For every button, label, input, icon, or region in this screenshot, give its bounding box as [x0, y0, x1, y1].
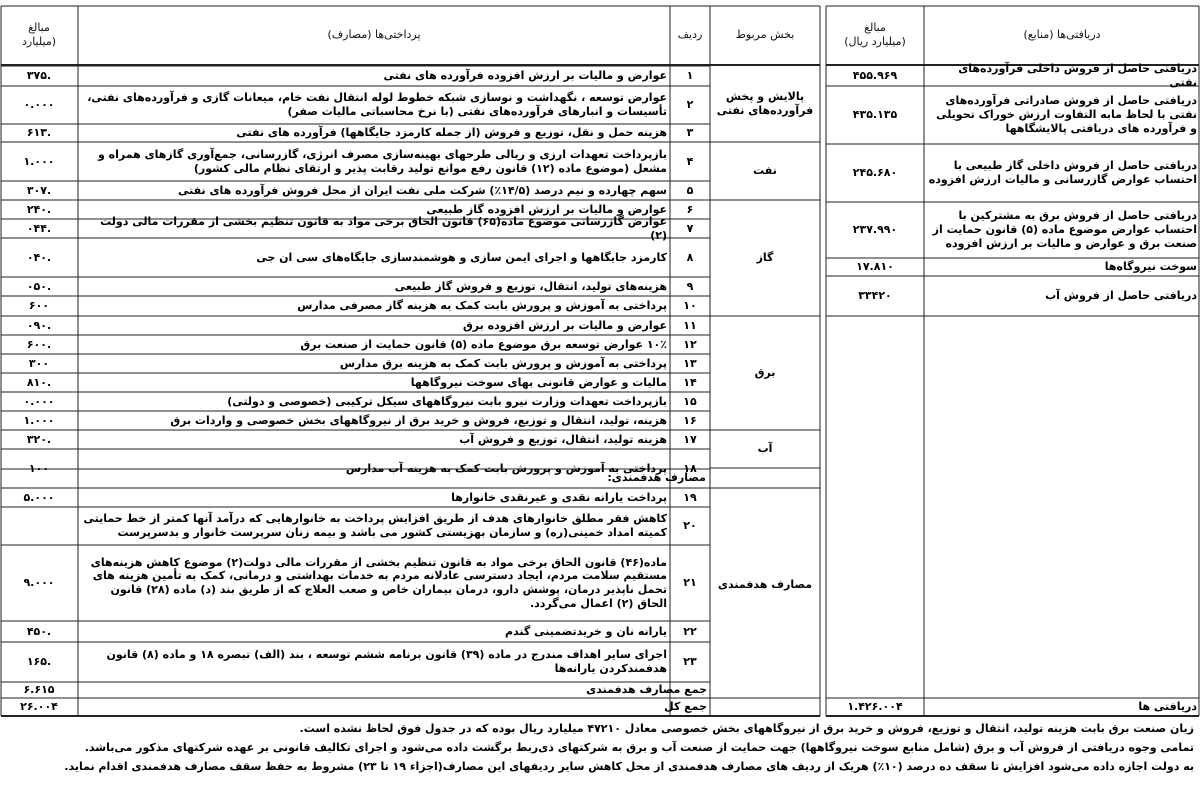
row-amount: ۸۱۰. — [26, 375, 52, 389]
row-amount: ۹.۰۰۰ — [23, 576, 55, 590]
row-amount: ۱۰۰ — [28, 461, 50, 475]
header-sources-amount: مبالغ (میلیارد ریال) — [844, 21, 906, 48]
row-number: ۱۰ — [683, 299, 697, 313]
row-description: عوارض و مالیات بر ارزش افزوده فرآورده های نفتی — [383, 69, 667, 83]
receipt-amount-4: ۲۳۷.۹۹۰ — [852, 223, 898, 237]
receipt-amount-5: ۱۷.۸۱۰ — [856, 260, 894, 274]
row-description: عوارض گازرسانی موضوع ماده(۶۵) قانون الحاق برخی مواد به قانون تنظیم بخشی از مقررات مالی دولت (۲) — [100, 214, 667, 242]
row-amount: ۰.۰۰۰ — [23, 98, 55, 112]
row-amount — [1, 507, 77, 545]
row-description: هزینه‌های تولید، انتقال، توزیع و فروش گاز طبیعی — [394, 279, 667, 293]
row-number: ۲ — [686, 98, 694, 112]
row-description: بازپرداخت تعهدات ارزی و ریالی طرحهای بهینه‌سازی مصرف انرژی، گازرسانی، جمع‌آوری گازهای همراه و مشعل (موضوع ماده (۱۲) قانون رفع موانع تولید رقابت پذیر و ارتقای نظام مالی کشور) — [97, 147, 667, 175]
row-amount: ۳۲۰. — [26, 432, 52, 446]
row-amount: ۰۵۰. — [26, 279, 52, 293]
header-section: بخش مربوط — [735, 28, 795, 42]
row-number: ۱۳ — [683, 356, 697, 370]
row-description: کاهش فقر مطلق خانوارهای هدف از طریق افزایش پرداخت به خانوارهایی که درآمد آنها کمتر از خط حمایتی کمیته امداد خمینی(ره) و سازمان بهزیستی کشور می باشد و بیمه زنان سرپرست خانوار و بدسرپرست — [83, 512, 667, 539]
row-description: ۱۰٪ عوارض توسعه برق موضوع ماده (۵) قانون حمایت از صنعت برق — [300, 337, 667, 351]
row-number: ۲۰ — [683, 519, 697, 533]
receipts-total-value: ۱.۴۲۶.۰۰۴ — [847, 700, 903, 714]
footnote-2: تمامی وجوه دریافتی از فروش آب و برق (شامل منابع سوخت نیروگاهها) جهت حمایت از صنعت آب و برق به شرکتهای ذی‌ربط برگشت داده می‌شود و اجرای تکالیف قانونی بر عهده شرکتهای مذکور می‌باشد. — [84, 741, 1194, 754]
row-amount: ۴۵۰. — [26, 624, 52, 638]
header-uses-amount: مبالغ (میلیارد — [21, 21, 57, 48]
section-refining: پالایش و پخش فرآورده‌های نفتی — [716, 90, 814, 117]
row-number: ۹ — [686, 279, 694, 293]
row-amount: ۳۰۰ — [28, 356, 50, 370]
row-description: پرداختی به آموزش و پرورش بابت کمک به هزینه آب مدارس — [345, 461, 667, 475]
row-amount: ۳۷۵. — [26, 69, 52, 83]
receipt-desc-3: دریافتی حاصل از فروش داخلی گاز طبیعی با احتساب عوارض گازرسانی و مالیات ارزش افزوده — [928, 159, 1197, 186]
targeted-total-value: ۶.۶۱۵ — [23, 683, 55, 697]
section-power: برق — [754, 366, 776, 380]
row-description: پرداختی به آموزش و پرورش بابت کمک به هزینه گاز مصرفی مدارس — [297, 299, 667, 313]
row-description: عوارض توسعه ، نگهداشت و نوسازی شبکه خطوط لوله انتقال نفت خام، میعانات گازی و فرآورده‌های نفتی، تأسیسات و انبارهای فرآورده‌های نفتی (با نرخ محاسباتی مالیات صفر) — [87, 91, 667, 118]
row-number: ۲۱ — [683, 576, 697, 590]
row-description: مالیات و عوارض قانونی بهای سوخت نیروگاهها — [410, 375, 667, 389]
receipt-desc-5: سوخت نیروگاه‌ها — [1104, 260, 1197, 274]
receipt-amount-3: ۲۴۵.۶۸۰ — [852, 166, 898, 180]
row-number: ۱۶ — [683, 413, 697, 427]
row-number: ۱۴ — [683, 375, 697, 389]
row-number: ۳ — [686, 126, 694, 140]
row-number: ۱۲ — [683, 337, 697, 351]
row-description: بازپرداخت تعهدات وزارت نیرو بابت نیروگاههای سیکل ترکیبی (خصوصی و دولتی) — [227, 394, 667, 408]
row-number: ۷ — [686, 221, 694, 235]
row-description: کارمزد جایگاهها و اجرای ایمن سازی و هوشمندسازی جایگاه‌های سی ان جی — [256, 250, 667, 264]
targeted-costs-label: مصارف هدفمندی: — [607, 471, 706, 485]
row-number: ۴ — [686, 154, 694, 168]
receipts-total-label: دریافتی ها — [1138, 700, 1197, 714]
footnote-1: زیان صنعت برق بابت هزینه تولید، انتقال و توزیع، فروش و خرید برق از نیروگاههای بخش خصوصی معادل ۴۷۲۱۰ میلیارد ریال بوده که در جدول فوق لحاظ نشده است. — [299, 722, 1194, 735]
row-description: هزینه، تولید، انتقال و توزیع، فروش و خرید برق از نیروگاههای بخش خصوصی و واردات برق — [170, 413, 667, 427]
row-description: عوارض و مالیات بر ارزش افزوده برق — [462, 318, 667, 332]
receipt-amount-1: ۴۵۵.۹۶۹ — [852, 69, 898, 83]
row-description: هزینه حمل و نقل، توزیع و فروش (از جمله کارمزد جایگاهها) فرآورده های نفتی — [236, 126, 667, 140]
row-amount: ۱.۰۰۰ — [23, 413, 55, 427]
grand-total-value: ۲۶.۰۰۴ — [20, 700, 58, 714]
row-description: پرداختی به آموزش و پرورش بابت کمک به هزینه برق مدارس — [339, 356, 667, 370]
row-description: اجرای سایر اهداف مندرج در ماده (۳۹) قانون برنامه ششم توسعه ، بند (الف) تبصره ۱۸ و ماده (۸) قانون هدفمندکردن یارانه‌ها — [106, 648, 667, 675]
receipt-desc-2: دریافتی حاصل از فروش صادراتی فرآورده‌های نفتی با لحاظ مابه التفاوت ارزش خوراک تحویلی و فرآورده های دریافتی پالایشگاهها — [936, 94, 1197, 135]
row-number: ۲۳ — [683, 655, 697, 669]
row-number: ۱۵ — [683, 394, 697, 408]
section-gas: گاز — [756, 251, 774, 265]
row-number: ۱۷ — [683, 432, 697, 446]
row-amount: ۰.۰۰۰ — [23, 394, 55, 408]
row-amount: ۰۴۰. — [26, 250, 52, 264]
footnote-3: به دولت اجازه داده می‌شود افزایش تا سقف ده درصد (۱۰٪) هریک از ردیف های مصارف هدفمندی از محل کاهش سایر ردیفهای این مصارف(اجزاء ۱۹ تا ۲۳) مشروط به حفظ سقف مصارف هدفمندی اقدام نماید. — [64, 760, 1194, 773]
row-description: ماده(۴۶) قانون الحاق برخی مواد به قانون تنظیم بخشی از مقررات مالی دولت(۲) موضوع کاهش هزینه‌های مستقیم سلامت مردم، ایجاد دسترسی عادلانه مردم به خدمات بهداشتی و درمانی، کمک به تأمین هزینه های تحمل ناپذیر درمان، پوشش دارو، درمان بیماران خاص و صعب العلاج که از طریق بند (د) ماده (۲۸) قانون الحاق (۲) اعمال می‌گردد. — [90, 555, 667, 610]
receipt-amount-2: ۴۳۵.۱۳۵ — [852, 108, 898, 122]
row-amount: ۱۶۵. — [26, 655, 52, 669]
row-number: ۱۹ — [683, 490, 697, 504]
header-uses: پرداختی‌ها (مصارف) — [327, 28, 421, 42]
receipt-desc-6: دریافتی حاصل از فروش آب — [1045, 289, 1197, 303]
row-amount: ۰۴۴. — [26, 221, 52, 235]
row-amount: ۶۱۳. — [26, 126, 52, 140]
row-number: ۱۸ — [683, 461, 697, 475]
grand-total-label: جمع کل — [664, 700, 707, 714]
row-number: ۱ — [686, 69, 694, 83]
receipt-desc-1: دریافتی حاصل از فروش داخلی فرآورده‌های نفتی — [958, 62, 1197, 89]
targeted-total-label: جمع مصارف هدفمندی — [586, 683, 707, 697]
section-water: آب — [757, 442, 773, 456]
row-description: عوارض و مالیات بر ارزش افزوده گاز طبیعی — [426, 202, 667, 216]
row-number: ۶ — [686, 202, 694, 216]
header-sources: دریافتی‌ها (منابع) — [1023, 28, 1101, 42]
row-description: پرداخت یارانه نقدی و غیرنقدی خانوارها — [451, 490, 667, 504]
receipt-amount-6: ۳۳۴۲۰ — [858, 289, 892, 303]
header-row-number: ردیف — [677, 28, 703, 42]
row-amount: ۲۴۰. — [26, 202, 52, 216]
receipt-desc-4: دریافتی حاصل از فروش برق به مشترکین با احتساب عوارض موضوع ماده (۵) قانون حمایت از صنعت برق و عوارض و مالیات بر ارزش افزوده — [932, 209, 1197, 250]
row-amount: ۱.۰۰۰ — [23, 154, 55, 168]
row-number: ۸ — [686, 250, 694, 264]
row-description: یارانه نان و خریدتضمینی گندم — [505, 624, 667, 638]
row-amount: ۵.۰۰۰ — [23, 490, 55, 504]
row-number: ۲۲ — [683, 624, 697, 638]
section-targeted: مصارف هدفمندی — [717, 578, 813, 592]
row-amount: ۶۰۰ — [28, 299, 50, 313]
row-amount: ۶۰۰. — [26, 337, 52, 351]
section-oil: نفت — [753, 164, 777, 178]
row-amount: ۳۰۷. — [26, 183, 52, 197]
row-number: ۱۱ — [683, 318, 697, 332]
row-number: ۵ — [686, 183, 694, 197]
row-amount: ۰۹۰. — [26, 318, 52, 332]
row-description: سهم چهارده و نیم درصد (۱۴/۵٪) شرکت ملی نفت ایران از محل فروش فرآورده های نفتی — [177, 183, 667, 197]
row-description: هزینه تولید، انتقال، توزیع و فروش آب — [459, 432, 667, 446]
